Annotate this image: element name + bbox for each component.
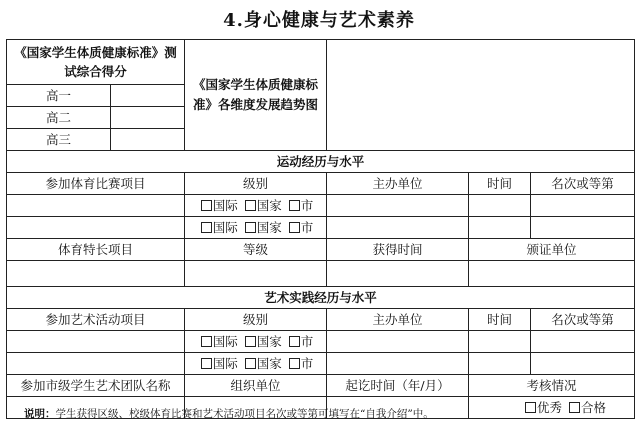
- option-label: 国家: [256, 333, 282, 349]
- option-label: 国家: [256, 219, 282, 235]
- sports-rank-cell[interactable]: [531, 217, 635, 239]
- sports-time-cell[interactable]: [469, 195, 531, 217]
- sports-organizer-cell[interactable]: [327, 195, 469, 217]
- option-label: 合格: [581, 399, 607, 415]
- sports-col-event: 参加体育比赛项目: [7, 173, 185, 195]
- option-label: 国际: [212, 333, 238, 349]
- option-label: 市: [300, 219, 314, 235]
- team-assessment-options: [469, 397, 635, 419]
- arts-time-cell[interactable]: [469, 331, 531, 353]
- arts-rank-cell[interactable]: [531, 331, 635, 353]
- checkbox[interactable]: [201, 336, 212, 347]
- checkbox[interactable]: [525, 402, 536, 413]
- team-col-period: 起讫时间（年/月）: [327, 375, 469, 397]
- option-label: 国际: [212, 355, 238, 371]
- arts-time-cell[interactable]: [469, 353, 531, 375]
- sports-col-organizer: 主办单位: [327, 173, 469, 195]
- option-label: 国际: [212, 219, 238, 235]
- option-label: 市: [300, 197, 314, 213]
- checkbox[interactable]: [201, 222, 212, 233]
- footnote-text: 学生获得区级、校级体育比赛和艺术活动项目名次或等第可填写在“自我介绍”中。: [55, 408, 434, 420]
- footnote-label: 说明：: [24, 408, 56, 420]
- specialty-col-item: 体育特长项目: [7, 239, 185, 261]
- checkbox[interactable]: [289, 222, 300, 233]
- footnote: [24, 406, 434, 421]
- option-label: 市: [300, 355, 314, 371]
- arts-level-options: [185, 331, 327, 353]
- score-label: 《国家学生体质健康标准》测试综合得分: [7, 40, 185, 85]
- grade-label-3: 高三: [7, 129, 111, 151]
- sports-level-options: [185, 195, 327, 217]
- sports-level-options: [185, 217, 327, 239]
- health-arts-form: [6, 39, 635, 419]
- grade-score-3[interactable]: [111, 129, 185, 151]
- arts-organizer-cell[interactable]: [327, 353, 469, 375]
- checkbox[interactable]: [569, 402, 580, 413]
- specialty-item-cell[interactable]: [7, 261, 185, 287]
- sports-event-cell[interactable]: [7, 195, 185, 217]
- arts-event-cell[interactable]: [7, 331, 185, 353]
- sports-col-time: 时间: [469, 173, 531, 195]
- checkbox[interactable]: [289, 336, 300, 347]
- arts-col-level: 级别: [185, 309, 327, 331]
- sports-col-level: 级别: [185, 173, 327, 195]
- arts-rank-cell[interactable]: [531, 353, 635, 375]
- trend-chart-area[interactable]: [327, 40, 635, 151]
- grade-score-1[interactable]: [111, 85, 185, 107]
- checkbox[interactable]: [201, 358, 212, 369]
- option-label: 市: [300, 333, 314, 349]
- option-label: 国家: [256, 355, 282, 371]
- sports-col-rank: 名次或等第: [531, 173, 635, 195]
- sports-event-cell[interactable]: [7, 217, 185, 239]
- specialty-grade-cell[interactable]: [185, 261, 327, 287]
- arts-col-organizer: 主办单位: [327, 309, 469, 331]
- checkbox[interactable]: [289, 358, 300, 369]
- option-label: 优秀: [537, 399, 563, 415]
- sports-section-header: 运动经历与水平: [7, 151, 635, 173]
- trend-label: 《国家学生体质健康标准》各维度发展趋势图: [185, 40, 327, 151]
- specialty-col-issuer: 颁证单位: [469, 239, 635, 261]
- sports-rank-cell[interactable]: [531, 195, 635, 217]
- specialty-col-grade: 等级: [185, 239, 327, 261]
- team-col-org: 组织单位: [185, 375, 327, 397]
- option-label: 国际: [212, 197, 238, 213]
- specialty-issuer-cell[interactable]: [469, 261, 635, 287]
- checkbox[interactable]: [245, 358, 256, 369]
- arts-level-options: [185, 353, 327, 375]
- checkbox[interactable]: [245, 336, 256, 347]
- sports-organizer-cell[interactable]: [327, 217, 469, 239]
- specialty-date-cell[interactable]: [327, 261, 469, 287]
- team-col-assessment: 考核情况: [469, 375, 635, 397]
- specialty-col-date: 获得时间: [327, 239, 469, 261]
- sports-time-cell[interactable]: [469, 217, 531, 239]
- checkbox[interactable]: [245, 200, 256, 211]
- arts-col-time: 时间: [469, 309, 531, 331]
- arts-event-cell[interactable]: [7, 353, 185, 375]
- arts-col-rank: 名次或等第: [531, 309, 635, 331]
- section-title: 4.身心健康与艺术素养: [223, 10, 415, 31]
- grade-label-1: 高一: [7, 85, 111, 107]
- arts-section-header: 艺术实践经历与水平: [7, 287, 635, 309]
- checkbox[interactable]: [289, 200, 300, 211]
- option-label: 国家: [256, 197, 282, 213]
- arts-col-event: 参加艺术活动项目: [7, 309, 185, 331]
- checkbox[interactable]: [201, 200, 212, 211]
- arts-organizer-cell[interactable]: [327, 331, 469, 353]
- grade-label-2: 高二: [7, 107, 111, 129]
- grade-score-2[interactable]: [111, 107, 185, 129]
- team-col-name: 参加市级学生艺术团队名称: [7, 375, 185, 397]
- checkbox[interactable]: [245, 222, 256, 233]
